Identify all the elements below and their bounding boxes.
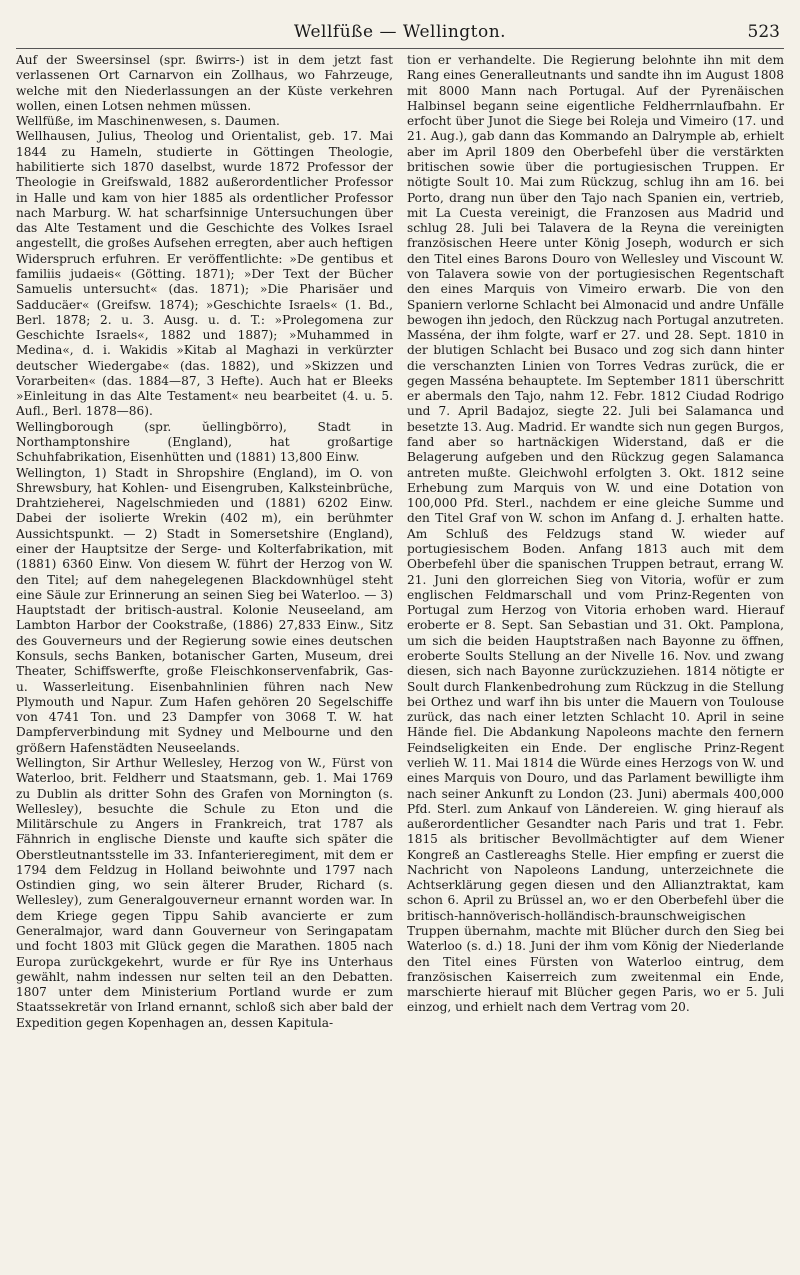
paragraph: Wellington, Sir Arthur Wellesley, Herzog von W., Fürst von Waterloo, brit. Feldherr und Staatsmann, geb. 1. Mai 1769 zu Dublin als dritter Sohn des Grafen von Mornington (s. Wellesley), besuchte die Schule zu Eton und die Militärschule zu Angers in Frankreich, trat 1787 als Fähnrich in englische Dienste und kaufte sich später die Oberstleutnantsstelle im 33. Infanterieregiment, mit dem er 1794 dem Feldzug in Holland beiwohnte und 1797 nach Ostindien ging, wo sein älterer Bruder, Richard (s. Wellesley), zum Generalgouverneur ernannt worden war. In dem Kriege gegen Tippu Sahib avancierte er zum Generalmajor, ward dann Gouverneur von Seringapatam und focht 1803 mit Glück gegen die Marathen. 1805 nach Europa zurückgekehrt, wurde er für Rye ins Unterhaus gewählt, nahm indessen nur selten teil an den Debatten. 1807 unter dem Ministerium Portland wurde er zum Staatssekretär von Irland ernannt, schloß sich aber bald der Expedition gegen Kopenhagen an, dessen Kapitula-	[16, 755, 393, 1030]
paragraph: Wellhausen, Julius, Theolog und Orientalist, geb. 17. Mai 1844 zu Hameln, studierte in Göttingen Theologie, habilitierte sich 1870 daselbst, wurde 1872 Professor der Theologie in Greifswald, 1882 außerordentlicher Professor in Halle und kam von hier 1885 als ordentlicher Professor nach Marburg. W. hat scharfsinnige Untersuchungen über das Alte Testament und die Geschichte des Volkes Israel angestellt, die großes Aufsehen erregten, aber auch heftigen Widerspruch erfuhren. Er veröffentlichte: »De gentibus et familiis judaeis« (Götting. 1871); »Der Text der Bücher Samuelis untersucht« (das. 1871); »Die Pharisäer und Sadducäer« (Greifsw. 1874); »Geschichte Israels« (1. Bd., Berl. 1878; 2. u. 3. Ausg. u. d. T.: »Prolegomena zur Geschichte Israels«, 1882 und 1887); »Muhammed in Medina«, d. i. Wakidis »Kitab al Maghazi in verkürzter deutscher Wiedergabe« (das. 1882), und »Skizzen und Vorarbeiten« (das. 1884—87, 3 Hefte). Auch hat er Bleeks »Einleitung in das Alte Testament« neu bearbeitet (4. u. 5. Aufl., Berl. 1878—86).	[16, 129, 393, 419]
running-title: Wellfüße — Wellington.	[293, 22, 507, 42]
paragraph: Wellington, 1) Stadt in Shropshire (England), im O. von Shrewsbury, hat Kohlen- und Eisengruben, Kalksteinbrüche, Drahtzieherei, Nagelschmieden und (1881) 6202 Einw. Dabei der isolierte Wrekin (402 m), ein berühmter Aussichtspunkt. — 2) Stadt in Somersetshire (England), einer der Hauptsitze der Serge- und Kolterfabrikation, mit (1881) 6360 Einw. Von diesem W. führt der Herzog von W. den Titel; auf dem nahegelegenen Blackdownhügel steht eine Säule zur Erinnerung an seinen Sieg bei Waterloo. — 3) Hauptstadt der britisch-austral. Kolonie Neuseeland, am Lambton Harbor der Cookstraße, (1886) 27,833 Einw., Sitz des Gouverneurs und der Regierung sowie eines deutschen Konsuls, sechs Banken, botanischer Garten, Museum, drei Theater, Schiffswerfte, große Fleischkonservenfabrik, Gas- u. Wasserleitung. Eisenbahnlinien führen nach New Plymouth und Napur. Zum Hafen gehören 20 Segelschiffe von 4741 Ton. und 23 Dampfer von 3068 T. W. hat Dampferverbindung mit Sydney und Melbourne und den größern Hafenstädten Neuseelands.	[16, 465, 393, 755]
right-column	[407, 53, 784, 1031]
paragraph: tion er verhandelte. Die Regierung belohnte ihn mit dem Rang eines Generalleutnants und sandte ihn im August 1808 mit 8000 Mann nach Portugal. Auf der Pyrenäischen Halbinsel begann seine eigentliche Feldherrnlaufbahn. Er erfocht über Junot die Siege bei Roleja und Vimeiro (17. und 21. Aug.), gab dann das Kommando an Dalrymple ab, erhielt aber im April 1809 den Oberbefehl über die verstärkten britischen sowie über die portugiesischen Truppen. Er nötigte Soult 10. Mai zum Rückzug, schlug ihn am 16. bei Porto, drang nun über den Tajo nach Spanien ein, vertrieb, mit La Cuesta vereinigt, die Franzosen aus Madrid und schlug 28. Juli bei Talavera de la Reyna die vereinigten französischen Heere unter König Joseph, wodurch er sich den Titel eines Barons Douro von Wellesley und Viscount W. von Talavera sowie von der portugiesischen Regentschaft den eines Marquis von Vimeiro erwarb. Die von den Spaniern verlorne Schlacht bei Almonacid und andre Unfälle bewogen ihn jedoch, den Rückzug nach Portugal anzutreten. Masséna, der ihm folgte, warf er 27. und 28. Sept. 1810 in der blutigen Schlacht bei Busaco und zog sich dann hinter die verschanzten Linien von Torres Vedras zurück, die er gegen Masséna behauptete. Im September 1811 überschritt er abermals den Tajo, nahm 12. Febr. 1812 Ciudad Rodrigo und 7. April Badajoz, siegte 22. Juli bei Salamanca und besetzte 13. Aug. Madrid. Er wandte sich nun gegen Burgos, fand aber so hartnäckigen Widerstand, daß er die Belagerung aufgeben und den Rückzug gegen Salamanca antreten mußte. Gleichwohl erfolgten 3. Okt. 1812 seine Erhebung zum Marquis von W. und eine Dotation von 100,000 Pfd. Sterl., nachdem er eine gleiche Summe und den Titel Graf von W. schon im Anfang d. J. erhalten hatte. Am Schluß des Feldzugs stand W. wieder auf portugiesischem Boden. Anfang 1813 auch mit dem Oberbefehl über die spanischen Truppen betraut, errang W. 21. Juni den glorreichen Sieg von Vitoria, wofür er zum englischen Feldmarschall und vom Prinz-Regenten von Portugal zum Herzog von Vitoria erhoben ward. Hierauf eroberte er 8. Sept. San Sebastian und 31. Okt. Pamplona, um sich die beiden Hauptstraßen nach Bayonne zu öffnen, eroberte Soults Stellung an der Nivelle 16. Nov. und zwang diesen, sich nach Bayonne zurückzuziehen. 1814 nötigte er Soult durch Flankenbedrohung zum Rückzug in die Stellung bei Orthez und warf ihn bis unter die Mauern von Toulouse zurück, das nach einer letzten Schlacht 10. April in seine Hände fiel. Die Abdankung Napoleons machte den fernern Feindseligkeiten ein Ende. Der englische Prinz-Regent verlieh W. 11. Mai 1814 die Würde eines Herzogs von W. und eines Marquis von Douro, und das Parlament bewilligte ihm nach seiner Ankunft zu London (23. Juni) abermals 400,000 Pfd. Sterl. zum Ankauf von Ländereien. W. ging hierauf als außerordentlicher Gesandter nach Paris und trat 1. Febr. 1815 als britischer Bevollmächtigter auf dem Wiener Kongreß an Castlereaghs Stelle. Hier empfing er zuerst die Nachricht von Napoleons Landung, unterzeichnete die Achtserklärung gegen diesen und den Allianztraktat, kam schon 6. April zu Brüssel an, wo er den Oberbefehl über die britisch-hannöverisch-holländisch-braunschweigischen Truppen übernahm, machte mit Blücher durch den Sieg bei Waterloo (s. d.) 18. Juni der ihm vom König der Niederlande den Titel eines Fürsten von Waterloo eintrug, dem französischen Kaiserreich zum zweitenmal ein Ende, marschierte hierauf mit Blücher gegen Paris, wo er 5. Juli einzog, und erhielt nach dem Vertrag vom 20.	[407, 53, 784, 1015]
paragraph: Wellfüße, im Maschinenwesen, s. Daumen.	[16, 114, 280, 129]
page-number: 523	[747, 22, 780, 42]
text-columns	[16, 53, 784, 1031]
left-column	[16, 53, 393, 1031]
paragraph: Wellingborough (spr. ŭellingbörro), Stadt in Northamptonshire (England), hat großartige Schuhfabrikation, Eisenhütten und (1881) 13,800 Einw.	[16, 419, 393, 465]
page-header	[16, 14, 784, 49]
paragraph: Auf der Sweersinsel (spr. ßwirrs-) ist in dem jetzt fast verlassenen Ort Carnarvon ein Zollhaus, wo Fahrzeuge, welche mit den Niederlassungen an der Küste verkehren wollen, einen Lotsen nehmen müssen.	[16, 53, 393, 113]
